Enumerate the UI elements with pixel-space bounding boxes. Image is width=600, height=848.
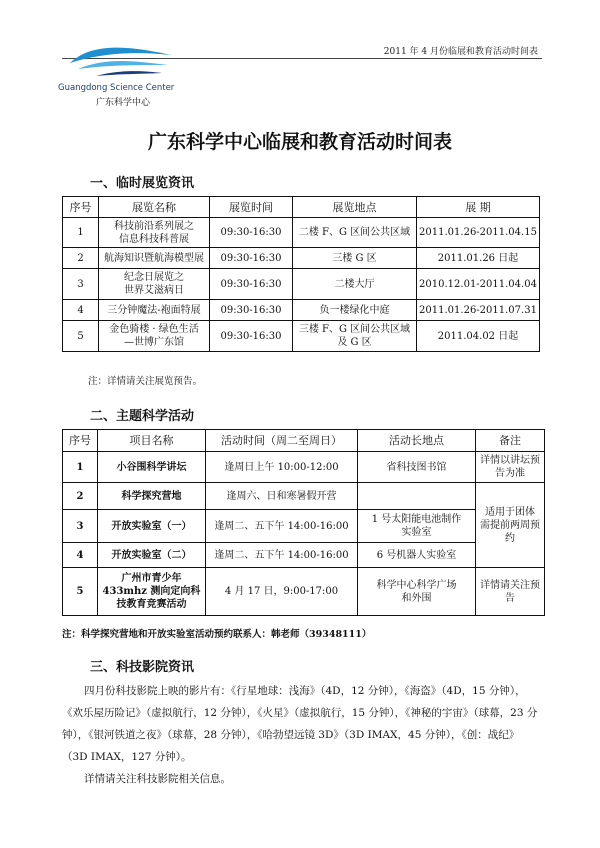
row-number: 3 xyxy=(63,510,98,543)
activity-time-line: 逢周日上午 10:00-12:00 xyxy=(224,461,339,473)
activity-remark-merged-line: 适用于团体 xyxy=(485,506,535,518)
table-row xyxy=(63,510,545,543)
activity-remark-line: 详情请关注预 xyxy=(480,579,540,591)
table-row xyxy=(63,248,540,269)
exhibition-period: 2011.01.26-2011.07.31 xyxy=(417,300,540,321)
activity-place xyxy=(358,452,476,483)
activities-note: 注：科学探究营地和开放实验室活动预约联系人：韩老师（39348111） xyxy=(62,629,372,640)
exhibition-time: 09:30-16:30 xyxy=(210,218,293,248)
exhibition-period: 2011.01.26-2011.04.15 xyxy=(417,218,540,248)
exhibition-time: 09:30-16:30 xyxy=(210,269,293,300)
activity-name-line: 开放实验室（一） xyxy=(111,520,192,532)
table-row xyxy=(63,568,545,616)
exhibition-period: 2011.01.26 日起 xyxy=(417,248,540,269)
activity-name xyxy=(98,483,206,510)
column-header: 展览名称 xyxy=(99,197,210,218)
column-header: 展 期 xyxy=(417,197,540,218)
activity-name xyxy=(98,510,206,543)
activity-name xyxy=(98,568,206,616)
activity-place xyxy=(358,483,476,510)
row-number: 4 xyxy=(63,300,99,321)
activity-place-line: 科学中心科学广场 xyxy=(376,579,457,591)
exhibition-place-line: 二楼大厅 xyxy=(334,278,375,290)
exhibitions-note: 注：详情请关注展览预告。 xyxy=(88,376,203,387)
row-number: 3 xyxy=(63,269,99,300)
activity-name-line: 开放实验室（二） xyxy=(111,549,192,561)
column-header: 项目名称 xyxy=(98,430,206,452)
logo-text-cn: 广东科学中心 xyxy=(96,98,151,108)
activity-time xyxy=(206,543,358,568)
activity-name-line: 技教育竞赛活动 xyxy=(116,599,187,610)
activity-name xyxy=(98,543,206,568)
table-row xyxy=(63,543,545,568)
activity-time-line: 4 月 17 日，9:00-17:00 xyxy=(224,586,339,597)
page-title: 广东科学中心临展和教育活动时间表 xyxy=(147,131,452,153)
exhibition-name-line: 世界艾滋病日 xyxy=(124,285,184,296)
document-header-label: 2011 年 4 月份临展和教育活动时间表 xyxy=(383,47,538,57)
activity-place-line: 和外围 xyxy=(401,592,432,604)
row-number: 1 xyxy=(63,452,98,483)
exhibition-time: 09:30-16:30 xyxy=(210,248,293,269)
exhibition-time: 09:30-16:30 xyxy=(210,300,293,321)
activity-remark-line: 告为准 xyxy=(495,468,525,479)
table-row xyxy=(63,269,540,300)
exhibition-period: 2010.12.01-2011.04.04 xyxy=(417,269,540,300)
activity-time xyxy=(206,483,358,510)
row-number: 1 xyxy=(63,218,99,248)
table-row xyxy=(63,483,545,510)
logo-text-en: Guangdong Science Center xyxy=(58,83,175,93)
activity-name-line: 小谷围科学讲坛 xyxy=(116,461,187,473)
exhibition-place-line: 二楼 F、G 区间公共区域 xyxy=(298,227,411,238)
activity-place-line: 1 号太阳能电池制作 xyxy=(371,514,462,525)
column-header: 展览时间 xyxy=(210,197,293,218)
table-row xyxy=(63,321,540,352)
exhibition-name-line: 科技前沿系列展之 xyxy=(114,220,194,232)
table-row xyxy=(63,218,540,248)
exhibition-place xyxy=(293,300,417,321)
exhibition-name xyxy=(99,218,210,248)
exhibition-place-line: 三楼 F、G 区间公共区域 xyxy=(298,324,411,335)
activity-place-line: 6 号机器人实验室 xyxy=(376,549,457,561)
activity-place xyxy=(358,510,476,543)
activity-remark-line: 详情以讲坛预 xyxy=(480,455,540,466)
cinema-paragraph: 四月份科技影院上映的影片有：《行星地球：浅海》（4D，12 分钟），《海盗》（4D，15 分钟），《欢乐屋历险记》（虚拟航行，12 分钟），《火星》（虚拟航行，15 分钟），《神秘的宇宙》（球幕，23 分钟），《银河铁道之夜》（球幕，28 分钟），《哈勃望远镜 3D》（3D IMAX，45 分钟），《创：战纪》（3D IMAX，127 分钟）。 xyxy=(62,685,538,763)
row-number: 2 xyxy=(63,248,99,269)
column-header: 备注 xyxy=(476,430,545,452)
row-number: 5 xyxy=(63,321,99,352)
exhibition-name xyxy=(99,269,210,300)
section-heading-activities: 二、主题科学活动 xyxy=(90,409,195,424)
activity-name-line: 433mhz 测向定向科 xyxy=(102,586,201,597)
exhibition-name-line: 信息科技科普展 xyxy=(119,233,189,245)
exhibition-name-line: 航海知识暨航海模型展 xyxy=(104,252,204,264)
exhibition-time: 09:30-16:30 xyxy=(210,321,293,352)
exhibition-name-line: —世博广东馆 xyxy=(124,337,184,348)
row-number: 2 xyxy=(63,483,98,510)
row-number: 4 xyxy=(63,543,98,568)
logo xyxy=(48,43,188,109)
activity-place xyxy=(358,568,476,616)
activity-time xyxy=(206,510,358,543)
activity-time-line: 逢周二、五下午 14:00-16:00 xyxy=(214,549,349,561)
exhibitions-table xyxy=(62,196,540,352)
column-header: 序号 xyxy=(63,430,98,452)
activity-place-line: 省科技图书馆 xyxy=(386,461,447,473)
activity-time xyxy=(206,568,358,616)
exhibition-name-line: 纪念日展览之 xyxy=(124,272,184,283)
exhibition-name xyxy=(99,321,210,352)
exhibition-place-line: 负一楼绿化中庭 xyxy=(319,304,390,316)
column-header: 活动长地点 xyxy=(358,430,476,452)
exhibition-name xyxy=(99,300,210,321)
activity-place xyxy=(358,543,476,568)
logo-swoosh-icon xyxy=(66,43,176,83)
column-header: 展览地点 xyxy=(293,197,417,218)
activity-remark-line: 告 xyxy=(505,592,515,604)
activity-time xyxy=(206,452,358,483)
section-heading-exhibitions: 一、临时展览资讯 xyxy=(90,176,195,191)
exhibition-period: 2011.04.02 日起 xyxy=(417,321,540,352)
activity-place-line: 实验室 xyxy=(401,527,432,538)
exhibition-name-line: 三分钟魔法-袍面特展 xyxy=(107,304,201,316)
exhibition-name xyxy=(99,248,210,269)
activity-remark xyxy=(476,452,545,483)
exhibition-place xyxy=(293,321,417,352)
cinema-footer: 详情请关注科技影院相关信息。 xyxy=(84,773,231,785)
exhibition-place xyxy=(293,218,417,248)
section-heading-cinema: 三、科技影院资讯 xyxy=(90,660,195,675)
activity-name-line: 科学探究营地 xyxy=(121,490,182,502)
activities-table xyxy=(62,429,545,616)
activity-remark-merged xyxy=(476,483,545,568)
exhibition-place-line: 三楼 G 区 xyxy=(332,252,377,264)
activity-remark-merged-line: 需提前两周预约 xyxy=(480,519,540,544)
activity-name xyxy=(98,452,206,483)
activity-name-line: 广州市青少年 xyxy=(121,573,182,584)
table-row xyxy=(63,300,540,321)
table-row xyxy=(63,452,545,483)
row-number: 5 xyxy=(63,568,98,616)
activity-remark xyxy=(476,568,545,616)
column-header: 序号 xyxy=(63,197,99,218)
exhibition-place xyxy=(293,248,417,269)
activity-time-line: 逢周六、日和寒暑假开营 xyxy=(226,490,337,502)
exhibition-place-line: 及 G 区 xyxy=(337,337,372,348)
exhibition-name-line: 金色骑楼 · 绿色生活 xyxy=(109,324,199,335)
column-header: 活动时间（周二至周日） xyxy=(206,430,358,452)
exhibition-place xyxy=(293,269,417,300)
activity-time-line: 逢周二、五下午 14:00-16:00 xyxy=(214,520,349,532)
